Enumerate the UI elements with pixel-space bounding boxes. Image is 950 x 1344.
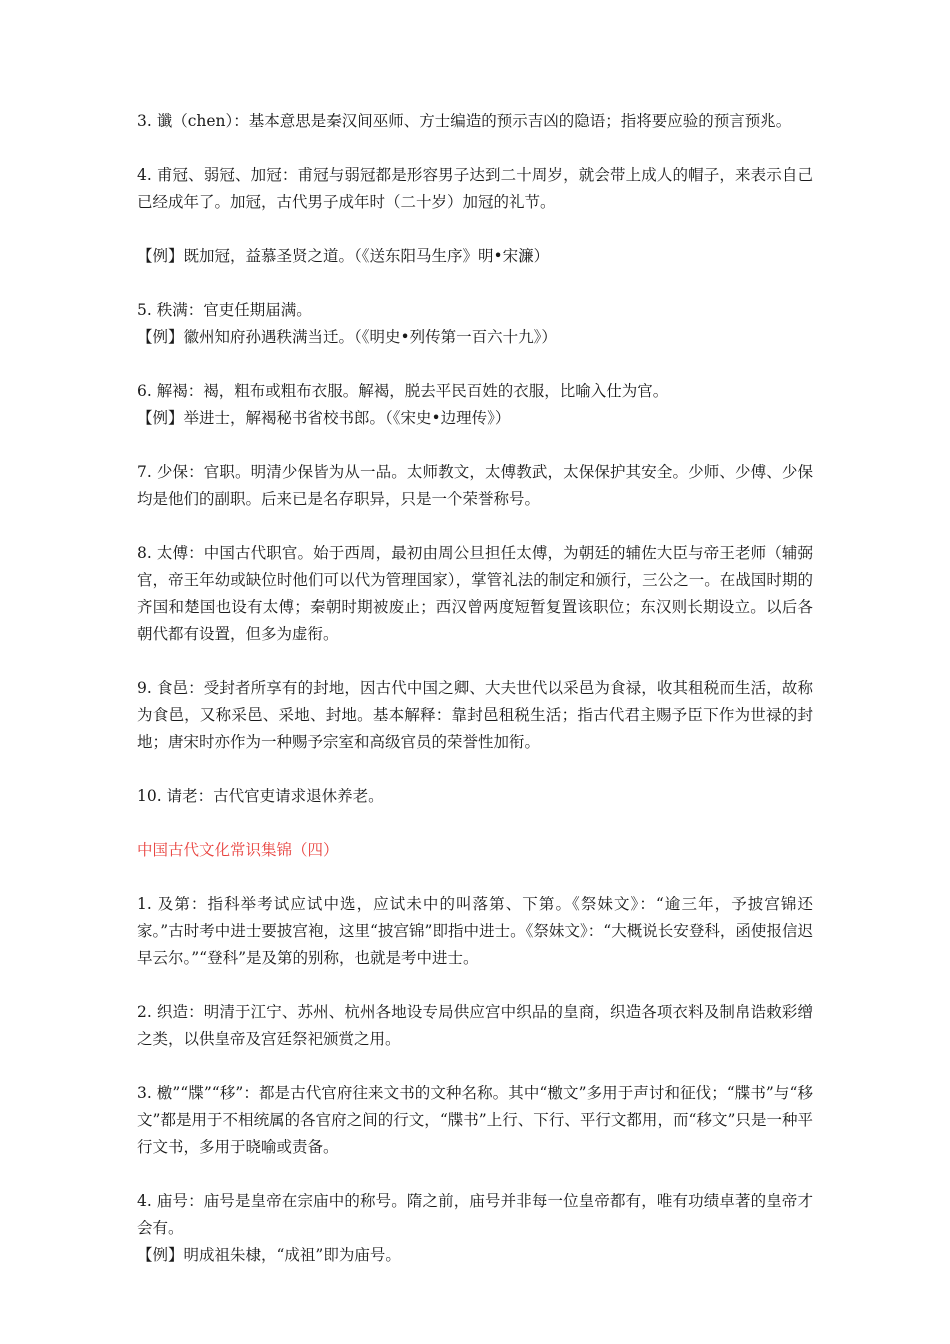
example-guan: 【例】既加冠，益慕圣贤之道。（《送东阳马生序》明•宋濂）: [137, 247, 550, 265]
entry-miaohao: 4. 庙号：庙号是皇帝在宗庙中的称号。隋之前，庙号并非每一位皇帝都有，唯有功绩卓著的皇帝才会有。: [137, 1192, 813, 1237]
entry-chen: 3. 谶（chen）：基本意思是秦汉间巫师、方士编造的预示吉凶的隐语；指将要应验的预言预兆。: [137, 112, 792, 130]
entry-zhiman: 5. 秩满：官吏任期届满。: [137, 301, 312, 319]
section-heading: 中国古代文化常识集锦（四）: [137, 841, 339, 859]
entry-shiyi: 9. 食邑：受封者所享有的封地，因古代中国之卿、大夫世代以采邑为食禄，收其租税而生活，故称为食邑，又称采邑、采地、封地。基本解释：靠封邑租税生活；指古代君主赐予臣下作为世禄的封地；唐宋时亦作为一种赐予宗室和高级官员的荣誉性加衔。: [137, 679, 813, 751]
entry-zhizao: 2. 织造：明清于江宁、苏州、杭州各地设专局供应宫中织品的皇商，织造各项衣料及制帛诰敕彩缯之类，以供皇帝及宫廷祭祀颁赏之用。: [137, 1003, 813, 1048]
entry-taifu: 8. 太傅：中国古代职官。始于西周，最初由周公旦担任太傅，为朝廷的辅佐大臣与帝王老师（辅弼官，帝王年幼或缺位时他们可以代为管理国家），掌管礼法的制定和颁行，三公之一。在战国时期的齐国和楚国也设有太傅；秦朝时期被废止；西汉曾两度短暂复置该职位；东汉则长期设立。以后各朝代都有设置，但多为虚衔。: [137, 544, 813, 643]
example-jiehe: 【例】举进士，解褐秘书省校书郎。（《宋史•边理传》）: [137, 409, 511, 427]
entry-guan: 4. 甫冠、弱冠、加冠：甫冠与弱冠都是形容男子达到二十周岁，就会带上成人的帽子，来表示自己已经成年了。加冠，古代男子成年时（二十岁）加冠的礼节。: [137, 166, 813, 211]
document-page: [137, 108, 813, 1269]
entry-jiehe: 6. 解褐：褐，粗布或粗布衣服。解褐，脱去平民百姓的衣服，比喻入仕为官。: [137, 382, 669, 400]
example-zhiman: 【例】徽州知府孙遇秩满当迁。（《明史•列传第一百六十九》）: [137, 328, 557, 346]
example-miaohao: 【例】明成祖朱棣，“成祖”即为庙号。: [137, 1246, 401, 1264]
entry-xi-die-yi: 3. 檄”“牒”“移”：都是古代官府往来文书的文种名称。其中“檄文”多用于声讨和征伐；“牒书”与“移文”都是用于不相统属的各官府之间的行文，“牒书”上行、下行、平行文都用，而“移文”只是一种平行文书，多用于晓喻或责备。: [137, 1084, 813, 1156]
entry-jidi: 1. 及第：指科举考试应试中选，应试未中的叫落第、下第。《祭妹文》：“逾三年，予披宫锦还家。”古时考中进士要披宫袍，这里“披宫锦”即指中进士。《祭妹文》：“大概说长安登科，函使报信迟早云尔。”“登科”是及第的别称，也就是考中进士。: [137, 895, 813, 967]
entry-shaobao: 7. 少保：官职。明清少保皆为从一品。太师教文，太傅教武，太保保护其安全。少师、少傅、少保均是他们的副职。后来已是名存职异，只是一个荣誉称号。: [137, 463, 813, 508]
entry-qinglao: 10. 请老：古代官吏请求退休养老。: [137, 787, 384, 805]
